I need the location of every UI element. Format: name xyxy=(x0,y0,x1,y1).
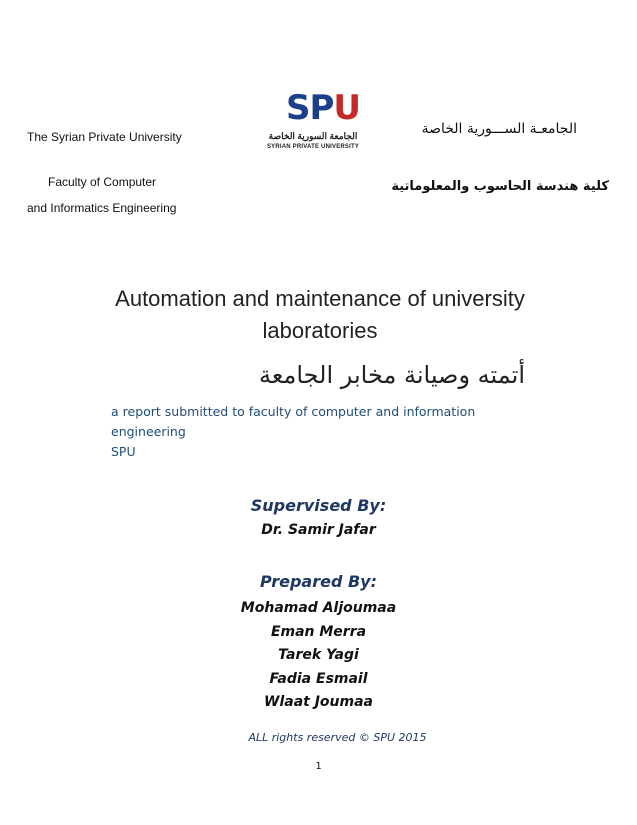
report-title-ar: أتمته وصيانة مخابر الجامعة xyxy=(259,361,525,389)
subtitle-line1: a report submitted to faculty of computer and information engineering xyxy=(111,404,476,439)
logo-english-text: SYRIAN PRIVATE UNIVERSITY xyxy=(266,144,360,150)
author-name: Mohamad Aljoumaa xyxy=(240,600,397,616)
logo-mark xyxy=(286,88,360,128)
author-name: Fadia Esmail xyxy=(269,670,368,687)
copyright-notice: ALL rights reserved © SPU 2015 xyxy=(248,731,427,744)
supervised-by-heading: Supervised By: xyxy=(250,496,387,515)
report-title xyxy=(60,283,580,347)
faculty-name-en-line1: Faculty of Computer xyxy=(48,175,157,189)
logo-arabic-text: الجامعة السورية الخاصة xyxy=(268,131,358,141)
faculty-name-ar: كلية هندسة الحاسوب والمعلوماتية xyxy=(391,179,609,194)
university-logo xyxy=(258,88,368,160)
logo-mark-main: SP xyxy=(286,88,334,128)
logo-mark-accent: U xyxy=(333,88,361,128)
university-name-ar: الجامعـة الســـورية الخاصة xyxy=(421,121,577,137)
page-number: 1 xyxy=(315,761,322,772)
faculty-name-en-line2: and Informatics Engineering xyxy=(27,201,177,215)
supervisor-name: Dr. Samir Jafar xyxy=(261,522,376,538)
author-name: Wlaat Joumaa xyxy=(264,694,373,710)
university-name-en: The Syrian Private University xyxy=(27,130,182,144)
author-name: Tarek Yagi xyxy=(278,647,359,663)
authors-list xyxy=(0,597,637,715)
subtitle-line2: SPU xyxy=(111,444,136,459)
prepared-by-heading: Prepared By: xyxy=(259,572,377,591)
report-title-line1: Automation and maintenance of university xyxy=(115,286,525,311)
report-title-line2: laboratories xyxy=(262,318,378,343)
report-subtitle xyxy=(111,402,551,462)
author-name: Eman Merra xyxy=(270,623,367,640)
